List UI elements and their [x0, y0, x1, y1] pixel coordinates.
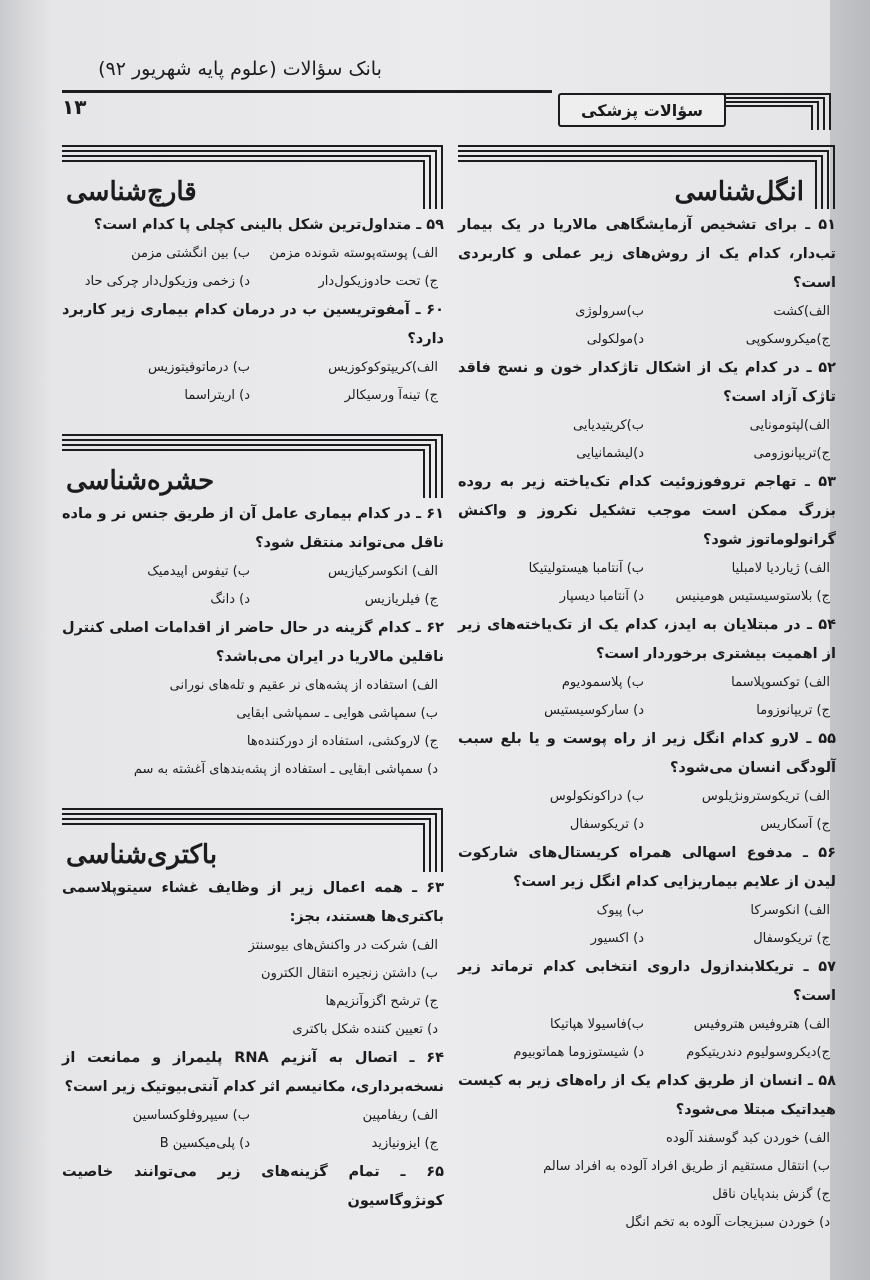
section-heading-parasitology — [458, 143, 836, 211]
header-deco-lines — [720, 80, 840, 135]
question-text: ۶۰ ـ آمفوتریسین ب در درمان کدام بیماری زیر کاربرد دارد؟ — [62, 302, 444, 347]
question-text: ۵۷ ـ تریکلابندازول داروی انتخابی کدام ترماتد زیر است؟ — [458, 959, 836, 1004]
answer-option: ب)کریتیدیایی — [573, 418, 644, 433]
answer-option: ج) لاروکشی، استفاده از دورکننده‌ها — [246, 734, 438, 749]
answer-option: ج) تحت حادوزیکول‌دار — [318, 274, 438, 289]
section-title: حشره‌شناسی — [66, 466, 215, 496]
answer-option: ج) ایزونیازید — [371, 1136, 438, 1151]
answer-option: الف) انکوسرکا — [750, 903, 830, 918]
answer-option: الف) تریکوسترونژیلوس — [701, 789, 830, 804]
subject-section — [62, 806, 444, 1216]
answer-option: د)مولکولی — [586, 332, 644, 347]
section-heading — [62, 806, 444, 874]
answer-option: الف)کریپتوکوکوزیس — [328, 360, 438, 375]
section-heading — [62, 143, 444, 211]
answer-option: الف) خوردن کبد گوسفند آلوده — [666, 1131, 830, 1146]
answer-option: الف) ریفامپین — [362, 1108, 438, 1123]
answer-option: الف)کشت — [773, 304, 830, 319]
answer-option: د) سمپاشی ابقایی ـ استفاده از پشه‌بندهای آغشته به سم — [133, 762, 438, 777]
answer-options — [62, 672, 444, 784]
answer-option: ج)میکروسکوپی — [745, 332, 830, 347]
question-text: ۵۵ ـ لارو کدام انگل زیر از راه پوست و یا بلع سبب آلودگی انسان می‌شود؟ — [458, 731, 836, 776]
answer-option: ب) بین انگشتی مزمن — [131, 246, 250, 261]
answer-option: ب) سیپروفلوکساسین — [132, 1108, 250, 1123]
header-rule — [62, 90, 552, 93]
answer-option: ب) تیفوس اپیدمیک — [147, 564, 250, 579]
answer-option: ج) بلاستوسیستیس هومینیس — [675, 589, 830, 604]
answer-option: الف) استفاده از پشه‌های نر عقیم و تله‌های نورانی — [169, 678, 438, 693]
answer-options — [62, 932, 444, 1044]
question-text: ۵۸ ـ انسان از طریق کدام یک از راه‌های زیر به کیست هیداتیک مبتلا می‌شود؟ — [458, 1073, 836, 1118]
answer-options — [458, 298, 836, 354]
answer-options — [458, 412, 836, 468]
question-text: ۶۲ ـ کدام گزینه در حال حاضر از اقدامات اصلی کنترل ناقلین مالاریا در ایران می‌باشد؟ — [62, 620, 444, 665]
answer-option: ب)فاسیولا هپاتیکا — [550, 1017, 644, 1032]
question-list — [62, 500, 444, 784]
question-text: ۵۶ ـ مدفوع اسهالی همراه کریستال‌های شارکوت لیدن از علایم بیماریزایی کدام انگل زیر است؟ — [458, 845, 836, 890]
answer-option: ب) داشتن زنجیره انتقال الکترون — [261, 966, 438, 981]
answer-option: الف) ژیاردیا لامبلیا — [731, 561, 830, 576]
answer-options — [458, 669, 836, 725]
answer-option: ب) دراکونکولوس — [549, 789, 644, 804]
answer-option: د) زخمی وزیکول‌دار چرکی حاد — [84, 274, 250, 289]
answer-option: د) اریتراسما — [184, 388, 250, 403]
answer-options — [458, 897, 836, 953]
answer-option: د)لیشمانیایی — [576, 446, 644, 461]
answer-option: د) اکسیور — [590, 931, 644, 946]
answer-option: ب)سرولوژی — [575, 304, 644, 319]
answer-options — [458, 1125, 836, 1237]
answer-option: ب) انتقال مستقیم از طریق افراد آلوده به افراد سالم — [543, 1159, 830, 1174]
section-title: قارچ‌شناسی — [66, 177, 197, 207]
question-text: ۵۴ ـ در مبتلایان به ایدز، کدام یک از تک‌یاخته‌های زیر از اهمیت بیشتری برخوردار است؟ — [458, 617, 836, 662]
answer-option: ب) درماتوفیتوزیس — [147, 360, 250, 375]
answer-option: د) دانگ — [210, 592, 250, 607]
answer-option: د) تعیین کننده شکل باکتری — [292, 1022, 438, 1037]
answer-option: ب) پلاسمودیوم — [561, 675, 644, 690]
answer-option: ج) تریپانوزوما — [756, 703, 830, 718]
subject-section — [62, 143, 444, 410]
answer-option: د) پلی‌میکسین B — [159, 1136, 250, 1151]
answer-option: الف) شرکت در واکنش‌های بیوسنتز — [248, 938, 438, 953]
answer-option: ج) آسکاریس — [760, 817, 830, 832]
section-heading — [62, 432, 444, 500]
question-text: ۵۲ ـ در کدام یک از اشکال تاژکدار خون و نسج فاقد تاژک آزاد است؟ — [458, 360, 836, 405]
answer-option: د) تریکوسفال — [569, 817, 644, 832]
answer-option: الف) هتروفیس هتروفیس — [693, 1017, 830, 1032]
section-title: انگل‌شناسی — [674, 177, 804, 207]
answer-options — [62, 240, 444, 296]
question-text: ۶۱ ـ در کدام بیماری عامل آن از طریق جنس نر و ماده ناقل می‌تواند منتقل شود؟ — [62, 506, 444, 551]
answer-option: ب) آنتامبا هیستولیتیکا — [528, 561, 644, 576]
answer-option: ج) فیلریازیس — [364, 592, 438, 607]
answer-option: د) خوردن سبزیجات آلوده به تخم انگل — [625, 1215, 830, 1230]
answer-option: د) آنتامبا دیسپار — [559, 589, 644, 604]
answer-option: ج) تینه‌آ ورسیکالر — [344, 388, 438, 403]
answer-option: ب) سمپاشی هوایی ـ سمپاشی ابقایی — [236, 706, 438, 721]
answer-option: الف) انکوسرکیازیس — [328, 564, 438, 579]
answer-options — [458, 1011, 836, 1067]
section-title: باکتری‌شناسی — [66, 840, 218, 870]
answer-option: د) سارکوسیستیس — [544, 703, 644, 718]
answer-options — [62, 1102, 444, 1158]
answer-option: الف)لپتومونایی — [749, 418, 830, 433]
answer-options — [458, 555, 836, 611]
subject-section — [62, 432, 444, 784]
book-title: بانک سؤالات (علوم پایه شهریور ۹۲) — [98, 58, 382, 80]
answer-option: ب) پیوک — [596, 903, 644, 918]
question-text: ۶۳ ـ همه اعمال زیر از وظایف غشاء سیتوپلاسمی باکتری‌ها هستند، بجز: — [62, 880, 444, 925]
answer-options — [62, 558, 444, 614]
question-list — [62, 874, 444, 1216]
question-text: ۵۹ ـ متداول‌ترین شکل بالینی کچلی پا کدام است؟ — [93, 217, 444, 233]
question-list — [62, 211, 444, 410]
answer-option: ج)تریپانوزومی — [753, 446, 830, 461]
question-text: ۶۴ ـ اتصال به آنزیم RNA پلیمراز و ممانعت از نسخه‌برداری، مکانیسم اثر کدام آنتی‌بیوتیک زیر است؟ — [62, 1050, 444, 1095]
answer-option: الف) پوسته‌پوسته شونده مزمن — [269, 246, 438, 261]
answer-option: الف) توکسوپلاسما — [731, 675, 830, 690]
answer-option: ج)دیکروسولیوم دندریتیکوم — [686, 1045, 830, 1060]
left-sections — [62, 143, 444, 1216]
answer-options — [62, 354, 444, 410]
page-edge — [830, 0, 870, 1280]
left-column — [62, 143, 444, 1216]
answer-options — [458, 783, 836, 839]
answer-option: ج) گزش بندپایان ناقل — [712, 1187, 830, 1202]
section-label: سؤالات پزشکی — [558, 93, 726, 127]
answer-option: ج) ترشح اگزوآنزیم‌ها — [325, 994, 438, 1009]
question-text: ۵۱ ـ برای تشخیص آزمایشگاهی مالاریا در یک بیمار تب‌دار، کدام یک از روش‌های زیر عملی و کاربردی است؟ — [458, 217, 836, 291]
question-text: ۶۵ ـ تمام گزینه‌های زیر می‌توانند خاصیت کونژوگاسیون — [62, 1164, 444, 1209]
question-text: ۵۳ ـ تهاجم تروفوزوئیت کدام تک‌یاخته زیر به روده بزرگ ممکن است موجب تشکیل نکروز و واکنش گرانولوماتوز شود؟ — [458, 474, 836, 548]
answer-option: د) شیستوزوما هماتوبیوم — [513, 1045, 644, 1060]
page-number: ۱۳ — [62, 95, 87, 119]
answer-option: ج) تریکوسفال — [753, 931, 830, 946]
question-list — [458, 211, 836, 1237]
right-column — [458, 143, 836, 1237]
